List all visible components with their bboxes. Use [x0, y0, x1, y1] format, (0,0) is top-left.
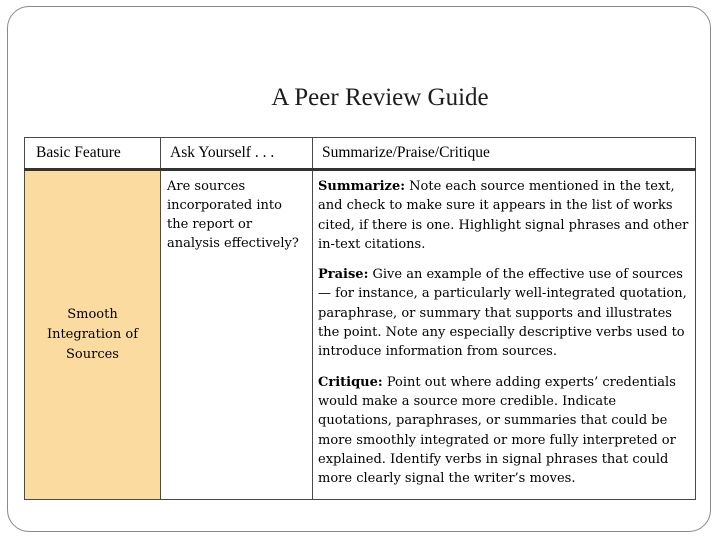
- summarize-lead: Summarize:: [318, 179, 406, 194]
- header-basic-feature: Basic Feature: [25, 138, 161, 170]
- peer-review-table: [24, 137, 696, 500]
- table-header-row: [25, 138, 696, 170]
- critique-lead: Critique:: [318, 374, 383, 390]
- feature-cell-smooth-integration: [25, 170, 161, 500]
- feature-label: Smooth Integration of Sources: [46, 307, 139, 363]
- header-ask-yourself: Ask Yourself . . .: [161, 138, 313, 170]
- summarize-paragraph: [318, 177, 691, 254]
- praise-lead: Praise:: [318, 267, 369, 283]
- praise-paragraph: [318, 265, 691, 361]
- ask-yourself-cell: [161, 170, 313, 500]
- critique-text: Point out where adding experts’ credentials would make a source more credible. Indicate quotations, paraphrases, or summaries that could be more smoothly integrated or more fully interpreted or explained. Identify verbs in signal phrases that could more clearly signal the writer’s moves.: [318, 374, 676, 487]
- slide-title: A Peer Review Guide: [271, 84, 489, 111]
- critique-paragraph: [318, 373, 691, 489]
- summarize-text: Note each source mentioned in the text, and check to make sure it appears in the list of works cited, if there is one. Highlight signal phrases and other in-text citations.: [318, 179, 689, 252]
- summarize-praise-critique-cell: [313, 170, 696, 500]
- table-row: [25, 170, 696, 500]
- praise-text: Give an example of the effective use of sources — for instance, a particularly well-integrated quotation, paraphrase, or summary that supports and illustrates the point. Note any especially descriptive verbs used to introduce information from sources.: [318, 267, 687, 360]
- header-summarize-praise-critique: Summarize/Praise/Critique: [313, 138, 696, 170]
- ask-yourself-text: Are sources incorporated into the report or analysis effectively?: [167, 179, 299, 251]
